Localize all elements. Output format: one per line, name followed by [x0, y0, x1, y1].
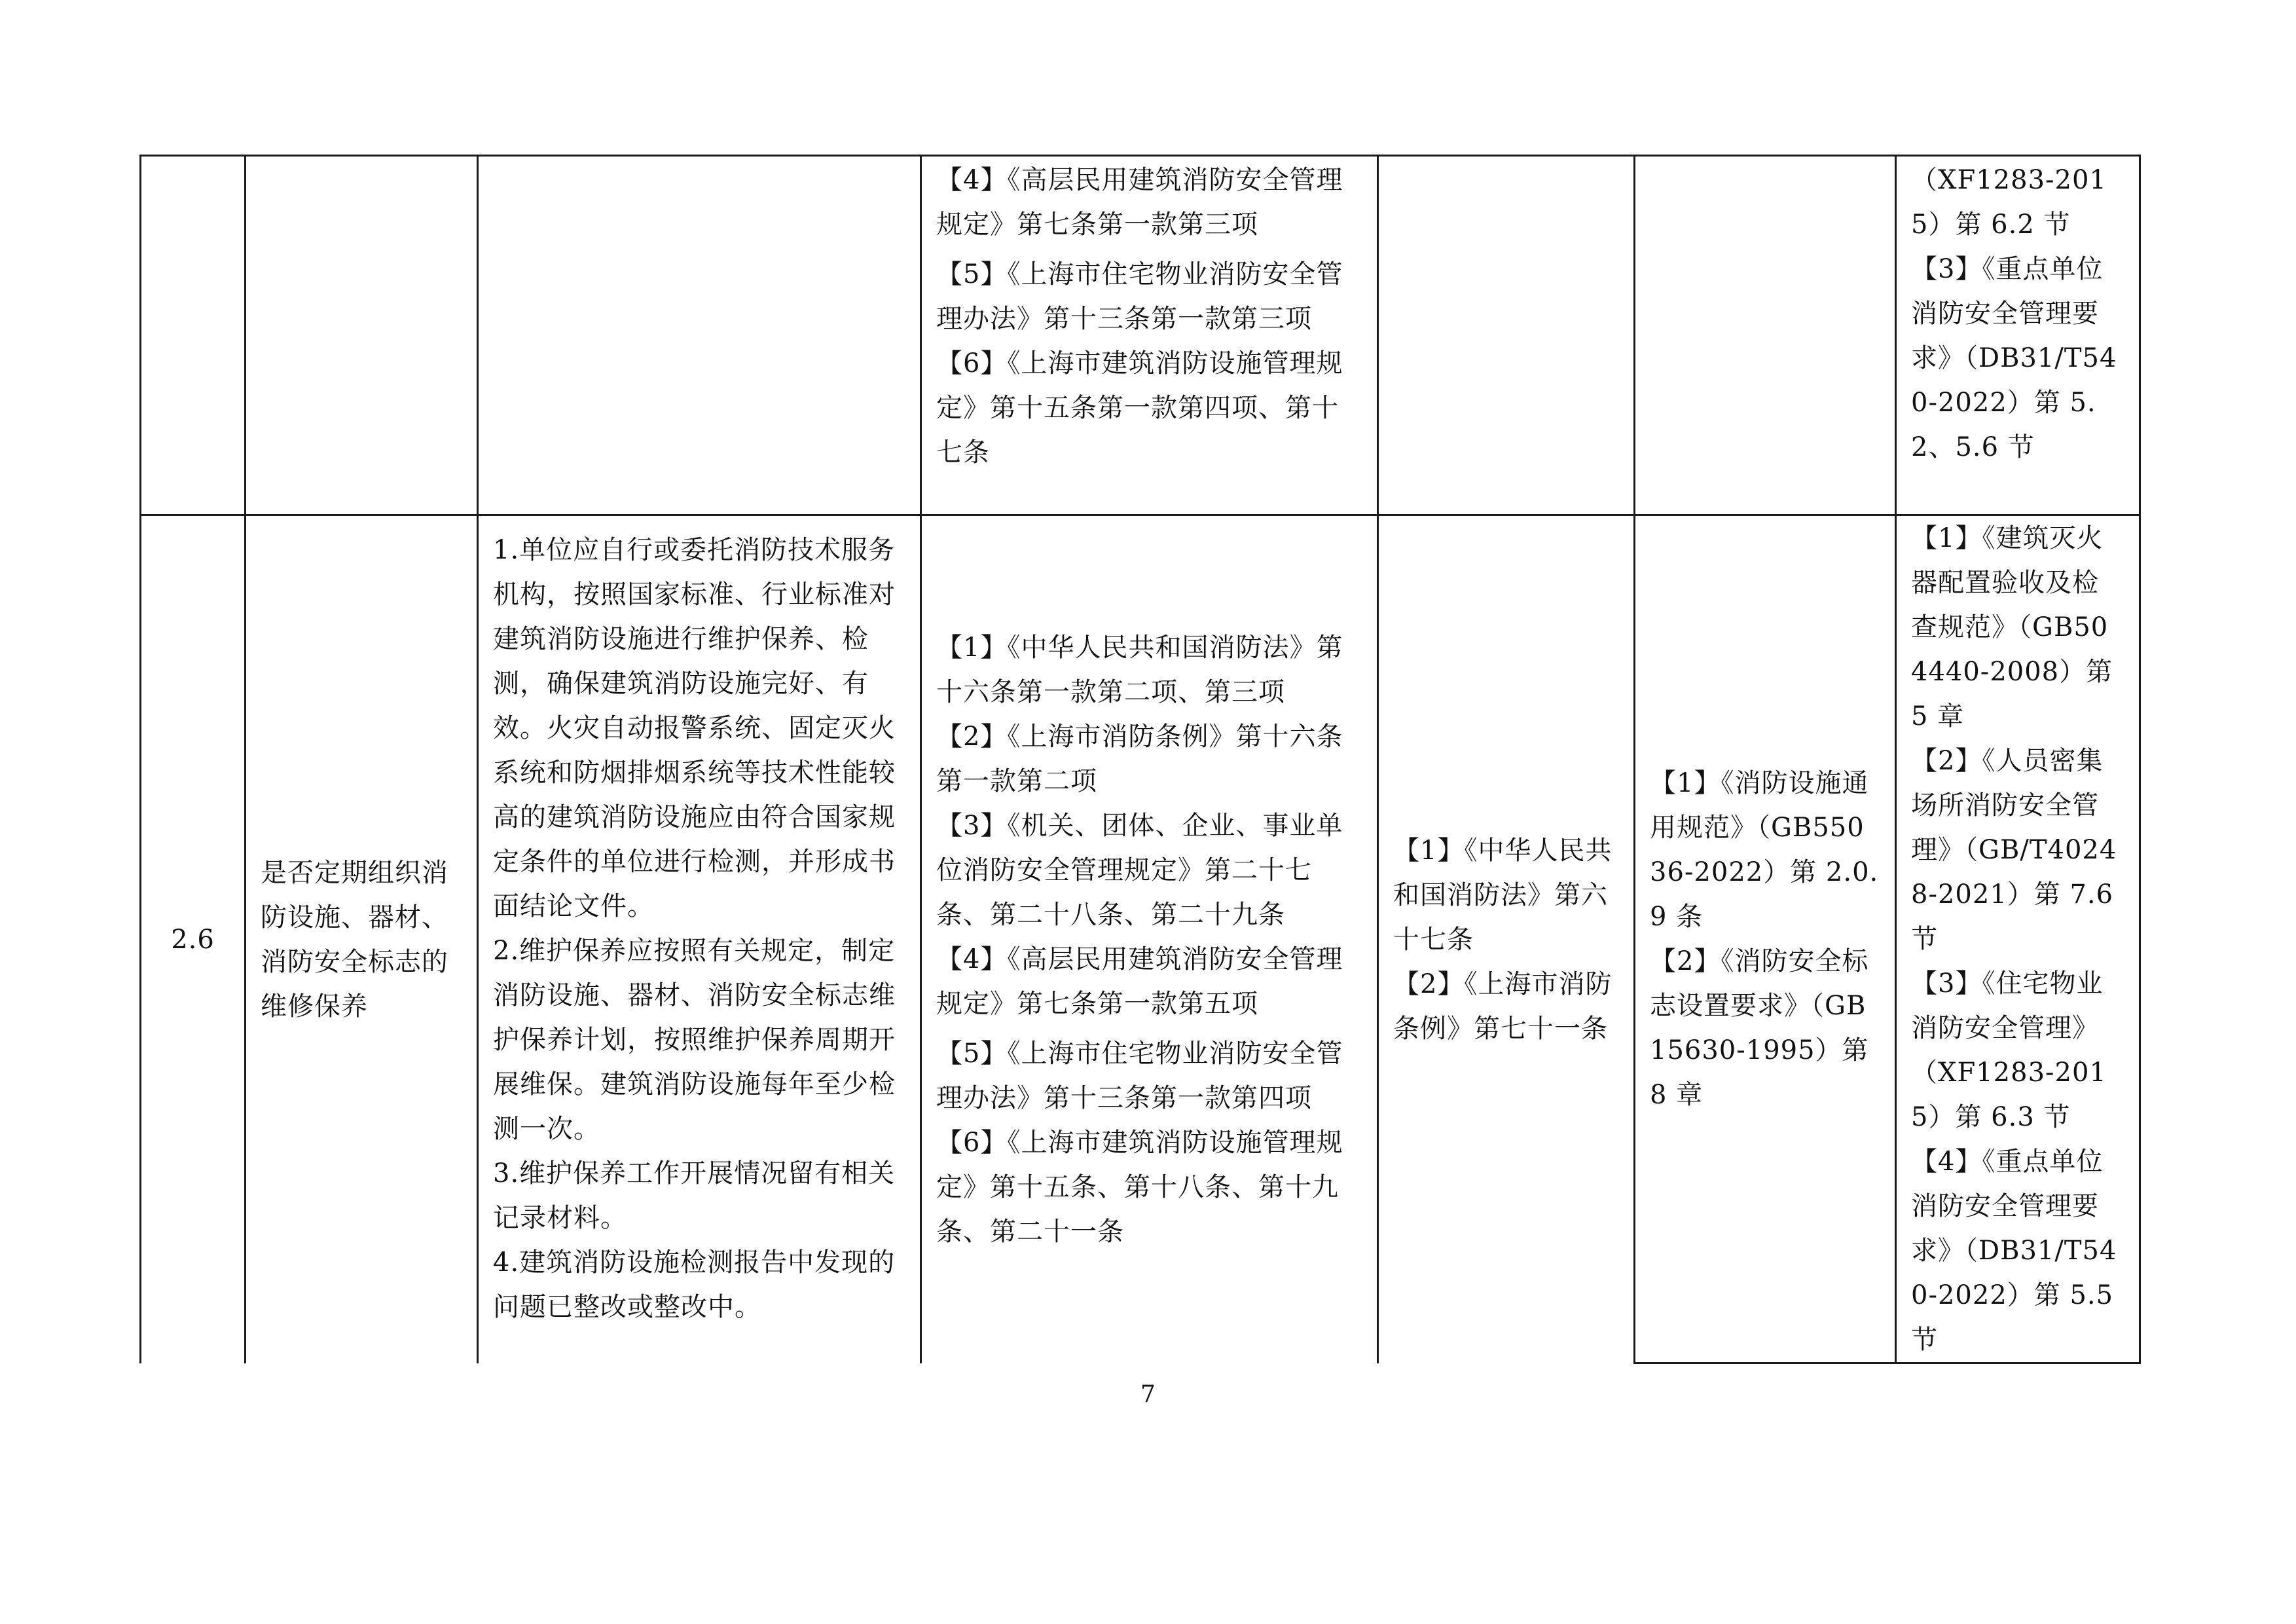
law-entry: 【4】《高层民用建筑消防安全管理规定》第七条第一款第三项: [936, 165, 1343, 240]
ref-entry: 【3】《重点单位消防安全管理要求》（DB31/T540-2022）第 5.2、5.6 节: [1911, 254, 2117, 462]
law-entry: 【6】《上海市建筑消防设施管理规定》第十五条、第十八条、第十九条、第二十一条: [936, 1127, 1343, 1247]
seq-cell: [141, 515, 246, 1363]
seq-text: 2.6: [171, 924, 215, 955]
refs-cell: [1896, 156, 2140, 515]
penalty-cell: [1378, 515, 1635, 1363]
criteria-entry: 2.维护保养应按照有关规定，制定消防设施、器材、消防安全标志维护保养计划，按照维护保养周期开展维保。建筑消防设施每年至少检测一次。: [493, 936, 896, 1144]
ref-entry: （XF1283-2015）第 6.2 节: [1911, 165, 2107, 240]
ref-entry: 【4】《重点单位消防安全管理要求》（DB31/T540-2022）第 5.5 节: [1911, 1147, 2117, 1355]
item-cell: [246, 156, 478, 515]
ref-entry: 【3】《住宅物业消防安全管理》（XF1283-2015）第 6.3 节: [1911, 969, 2107, 1132]
table-row: [141, 156, 2140, 515]
penalty-cell: [1378, 156, 1635, 515]
law-entry: 【6】《上海市建筑消防设施管理规定》第十五条第一款第四项、第十七条: [936, 348, 1343, 468]
criteria-cell: [478, 156, 921, 515]
law-entry: 【5】《上海市住宅物业消防安全管理办法》第十三条第一款第四项: [936, 1038, 1343, 1113]
law-entry: 【5】《上海市住宅物业消防安全管理办法》第十三条第一款第三项: [936, 259, 1343, 334]
law-entry: 【1】《中华人民共和国消防法》第十六条第一款第二项、第三项: [936, 632, 1343, 707]
inspection-table: [139, 155, 2141, 1364]
seq-cell: [141, 156, 246, 515]
law-entry: 【4】《高层民用建筑消防安全管理规定》第七条第一款第五项: [936, 944, 1343, 1019]
standards-cell: [1635, 156, 1896, 515]
refs-cell: [1896, 515, 2140, 1363]
page-number: 7: [1140, 1381, 1156, 1408]
law-entry: 【2】《上海市消防条例》第十六条第一款第二项: [936, 721, 1343, 796]
standard-entry: 【2】《消防安全标志设置要求》（GB15630-1995）第 8 章: [1650, 946, 1869, 1110]
penalty-entry: 【2】《上海市消防条例》第七十一条: [1393, 969, 1613, 1044]
law-entry: 【3】《机关、团体、企业、事业单位消防安全管理规定》第二十七条、第二十八条、第二十九条: [936, 810, 1343, 930]
ref-entry: 【1】《建筑灭火器配置验收及检查规范》（GB504440-2008）第 5 章: [1911, 523, 2113, 731]
penalty-entry: 【1】《中华人民共和国消防法》第六十七条: [1393, 835, 1613, 955]
item-cell: [246, 515, 478, 1363]
ref-entry: 【2】《人员密集场所消防安全管理》（GB/T40248-2021）第 7.6 节: [1911, 746, 2117, 954]
item-text: 是否定期组织消防设施、器材、消防安全标志的维修保养: [261, 857, 448, 1022]
criteria-entry: 3.维护保养工作开展情况留有相关记录材料。: [493, 1158, 896, 1233]
standards-cell: [1635, 515, 1896, 1363]
criteria-entry: 4.建筑消防设施检测报告中发现的问题已整改或整改中。: [493, 1247, 896, 1322]
laws-cell: [921, 515, 1378, 1363]
standard-entry: 【1】《消防设施通用规范》（GB55036-2022）第 2.0.9 条: [1650, 768, 1879, 932]
table-row: [141, 515, 2140, 1363]
laws-cell: [921, 156, 1378, 515]
criteria-entry: 1.单位应自行或委托消防技术服务机构，按照国家标准、行业标准对建筑消防设施进行维护保养、检测，确保建筑消防设施完好、有效。火灾自动报警系统、固定灭火系统和防烟排烟系统等技术性能较高的建筑消防设施应由符合国家规定条件的单位进行检测，并形成书面结论文件。: [493, 535, 896, 921]
criteria-cell: [478, 515, 921, 1363]
